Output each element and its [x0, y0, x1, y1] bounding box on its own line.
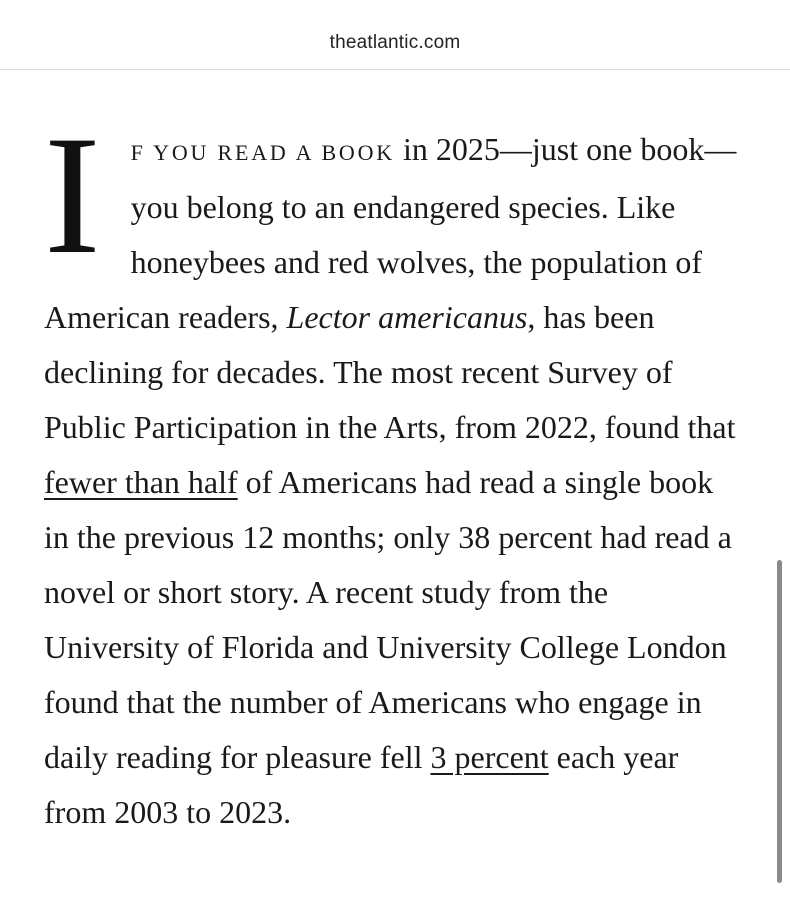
article-body — [44, 101, 744, 840]
paragraph-text: , has been declining for decades. The most recent Survey of Public Participation in the Arts, from 2022, found that — [44, 299, 736, 445]
link-3-percent[interactable]: 3 percent — [430, 739, 549, 775]
drop-cap: I — [44, 101, 101, 289]
species-name: Lector americanus — [286, 299, 528, 335]
link-fewer-than-half[interactable]: fewer than half — [44, 464, 238, 500]
article-paragraph — [44, 101, 744, 840]
paragraph-text: in 2025—just one book—you belong to an endangered species. Like honeybees and red wolves, the population of American readers, — [44, 131, 737, 335]
lead-in-smallcaps: F YOU READ A BOOK — [130, 140, 395, 165]
browser-address-bar[interactable] — [0, 0, 790, 70]
paragraph-text: of Americans had read a single book in the previous 12 months; only 38 percent had read a novel or short story. A recent study from the University of Florida and University College London found that the number of Americans who engage in daily reading for pleasure fell — [44, 464, 732, 775]
url-text[interactable]: theatlantic.com — [329, 32, 461, 53]
scrollbar-thumb[interactable] — [777, 560, 782, 883]
paragraph-text: each year from 2003 to 2023. — [44, 739, 679, 830]
